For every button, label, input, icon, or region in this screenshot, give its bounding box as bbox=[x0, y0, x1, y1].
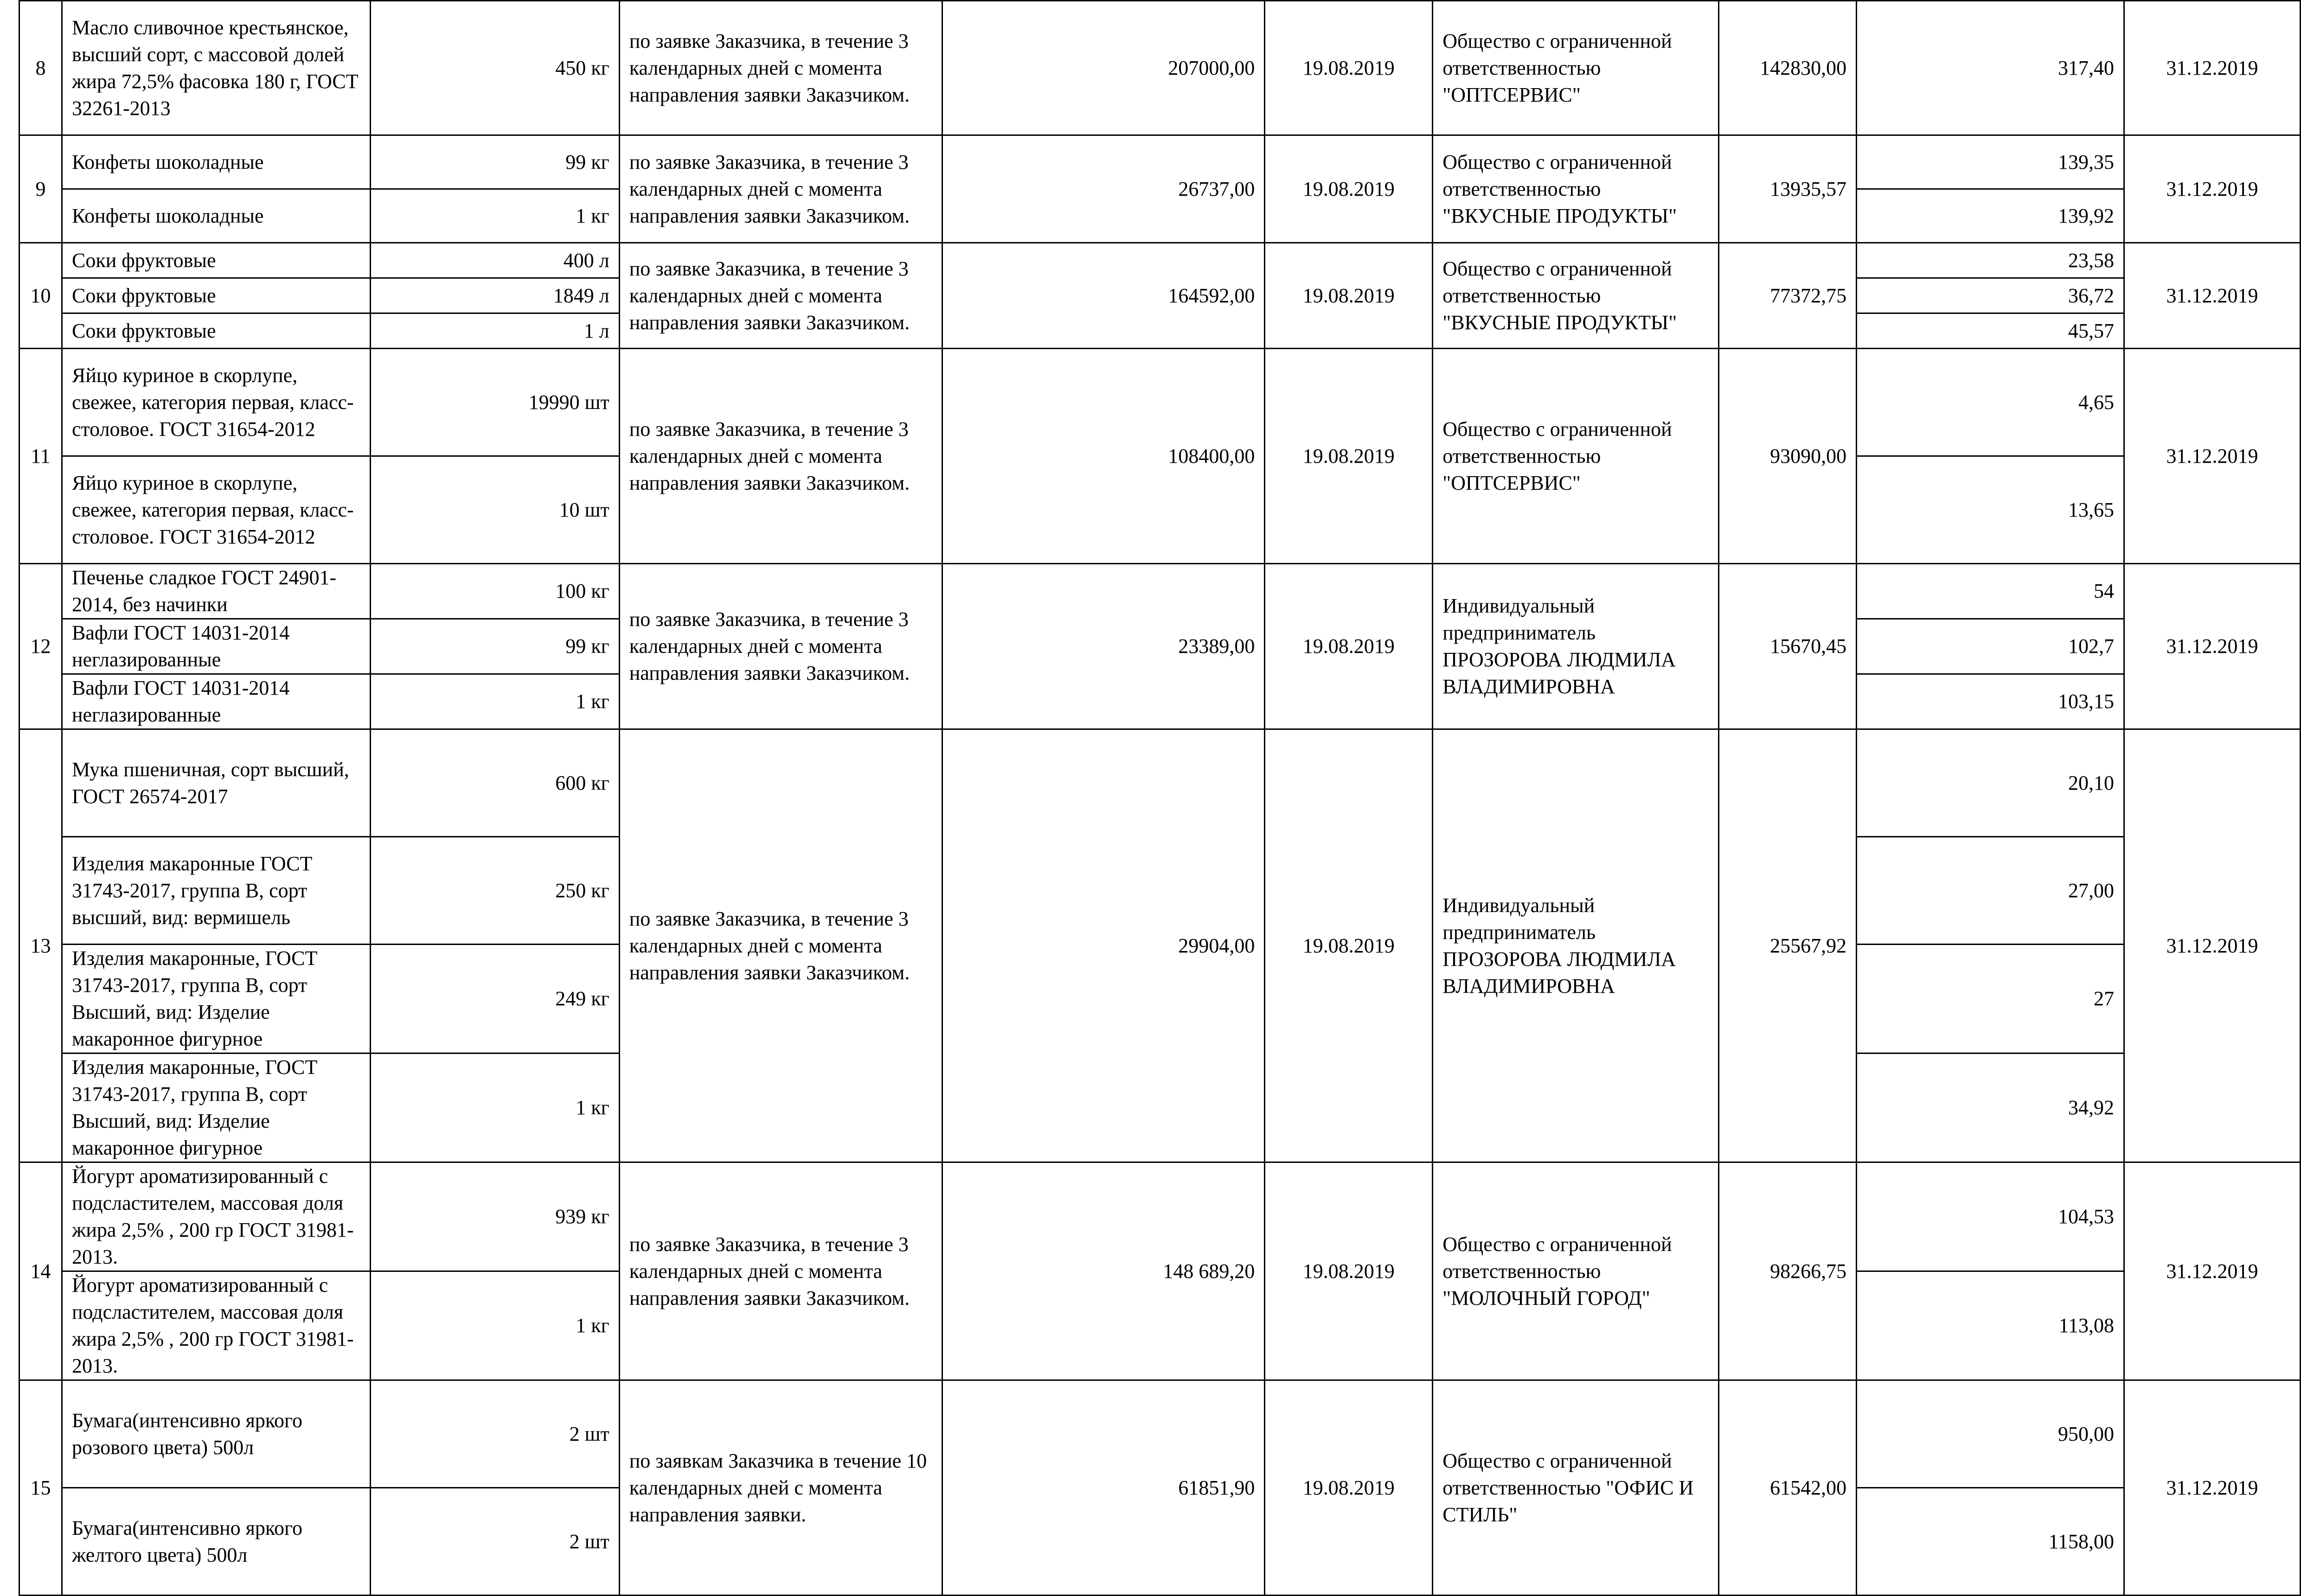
supplier-cell: Общество с ограниченной ответственностью "ВКУСНЫЕ ПРОДУКТЫ" bbox=[1433, 135, 1719, 243]
initial-price-cell: 61851,90 bbox=[942, 1380, 1265, 1596]
initial-price-cell: 108400,00 bbox=[942, 349, 1265, 564]
table-row bbox=[19, 1380, 2301, 1488]
row-number-cell: 15 bbox=[19, 1380, 62, 1596]
unit-price-cell: 104,53 bbox=[1857, 1162, 2124, 1271]
end-date-cell: 31.12.2019 bbox=[2124, 1162, 2300, 1380]
item-name-cell: Йогурт ароматизированный с подсластителем, массовая доля жира 2,5% , 200 гр ГОСТ 31981-2013. bbox=[62, 1162, 370, 1271]
table-row bbox=[19, 349, 2301, 456]
item-name-cell: Яйцо куриное в скорлупе, свежее, категория первая, класс- столовое. ГОСТ 31654-2012 bbox=[62, 349, 370, 456]
unit-price-cell: 36,72 bbox=[1857, 278, 2124, 313]
item-quantity-cell: 1 кг bbox=[370, 189, 619, 243]
contract-price-cell: 61542,00 bbox=[1719, 1380, 1857, 1596]
unit-price-cell: 103,15 bbox=[1857, 674, 2124, 729]
table-row bbox=[19, 1162, 2301, 1271]
item-name-cell: Печенье сладкое ГОСТ 24901-2014, без начинки bbox=[62, 564, 370, 619]
table-row bbox=[19, 135, 2301, 189]
delivery-term-cell: по заявке Заказчика, в течение 3 календарных дней с момента направления заявки Заказчиком. bbox=[619, 1162, 942, 1380]
unit-price-cell: 4,65 bbox=[1857, 349, 2124, 456]
table-row bbox=[19, 243, 2301, 278]
contract-price-cell: 25567,92 bbox=[1719, 729, 1857, 1162]
unit-price-cell: 950,00 bbox=[1857, 1380, 2124, 1488]
item-name-cell: Яйцо куриное в скорлупе, свежее, категория первая, класс-столовое. ГОСТ 31654-2012 bbox=[62, 456, 370, 564]
item-quantity-cell: 250 кг bbox=[370, 837, 619, 945]
end-date-cell: 31.12.2019 bbox=[2124, 564, 2300, 729]
initial-price-cell: 23389,00 bbox=[942, 564, 1265, 729]
item-name-cell: Конфеты шоколадные bbox=[62, 135, 370, 189]
item-name-cell: Мука пшеничная, сорт высший, ГОСТ 26574-2017 bbox=[62, 729, 370, 837]
initial-price-cell: 29904,00 bbox=[942, 729, 1265, 1162]
delivery-term-cell: по заявке Заказчика, в течение 3 календарных дней с момента направления заявки Заказчиком. bbox=[619, 1, 942, 135]
item-quantity-cell: 100 кг bbox=[370, 564, 619, 619]
item-quantity-cell: 10 шт bbox=[370, 456, 619, 564]
date-cell: 19.08.2019 bbox=[1265, 135, 1433, 243]
contract-price-cell: 142830,00 bbox=[1719, 1, 1857, 135]
delivery-term-cell: по заявкам Заказчика в течение 10 календарных дней с момента направления заявки. bbox=[619, 1380, 942, 1596]
date-cell: 19.08.2019 bbox=[1265, 1, 1433, 135]
unit-price-cell: 102,7 bbox=[1857, 619, 2124, 674]
item-name-cell: Бумага(интенсивно яркого желтого цвета) 500л bbox=[62, 1488, 370, 1596]
item-quantity-cell: 939 кг bbox=[370, 1162, 619, 1271]
item-name-cell: Масло сливочное крестьянское, высший сорт, с массовой долей жира 72,5% фасовка 180 г, ГОСТ 32261-2013 bbox=[62, 1, 370, 135]
table-row bbox=[19, 564, 2301, 619]
end-date-cell: 31.12.2019 bbox=[2124, 135, 2300, 243]
end-date-cell: 31.12.2019 bbox=[2124, 729, 2300, 1162]
supplier-cell: Индивидуальный предприниматель ПРОЗОРОВА ЛЮДМИЛА ВЛАДИМИРОВНА bbox=[1433, 564, 1719, 729]
unit-price-cell: 139,35 bbox=[1857, 135, 2124, 189]
item-name-cell: Изделия макаронные ГОСТ 31743-2017, группа В, сорт высший, вид: вермишель bbox=[62, 837, 370, 945]
item-quantity-cell: 249 кг bbox=[370, 945, 619, 1053]
item-name-cell: Вафли ГОСТ 14031-2014 неглазированные bbox=[62, 674, 370, 729]
delivery-term-cell: по заявке Заказчика, в течение 3 календарных дней с момента направления заявки Заказчиком. bbox=[619, 349, 942, 564]
unit-price-cell: 139,92 bbox=[1857, 189, 2124, 243]
unit-price-cell: 27,00 bbox=[1857, 837, 2124, 945]
date-cell: 19.08.2019 bbox=[1265, 349, 1433, 564]
end-date-cell: 31.12.2019 bbox=[2124, 243, 2300, 349]
unit-price-cell: 23,58 bbox=[1857, 243, 2124, 278]
item-quantity-cell: 19990 шт bbox=[370, 349, 619, 456]
initial-price-cell: 148 689,20 bbox=[942, 1162, 1265, 1380]
item-name-cell: Соки фруктовые bbox=[62, 243, 370, 278]
delivery-term-cell: по заявке Заказчика, в течение 3 календарных дней с момента направления заявки Заказчиком. bbox=[619, 135, 942, 243]
unit-price-cell: 1158,00 bbox=[1857, 1488, 2124, 1596]
procurement-table bbox=[19, 0, 2301, 1596]
item-name-cell: Изделия макаронные, ГОСТ 31743-2017, группа В, сорт Высший, вид: Изделие макаронное фигурное bbox=[62, 1053, 370, 1162]
table-body bbox=[19, 1, 2301, 1596]
item-quantity-cell: 1849 л bbox=[370, 278, 619, 313]
unit-price-cell: 113,08 bbox=[1857, 1271, 2124, 1380]
end-date-cell: 31.12.2019 bbox=[2124, 349, 2300, 564]
contract-price-cell: 98266,75 bbox=[1719, 1162, 1857, 1380]
item-name-cell: Йогурт ароматизированный с подсластителем, массовая доля жира 2,5% , 200 гр ГОСТ 31981-2013. bbox=[62, 1271, 370, 1380]
row-number-cell: 13 bbox=[19, 729, 62, 1162]
unit-price-cell: 317,40 bbox=[1857, 1, 2124, 135]
contract-price-cell: 77372,75 bbox=[1719, 243, 1857, 349]
row-number-cell: 11 bbox=[19, 349, 62, 564]
item-quantity-cell: 1 кг bbox=[370, 674, 619, 729]
delivery-term-cell: по заявке Заказчика, в течение 3 календарных дней с момента направления заявки Заказчиком. bbox=[619, 729, 942, 1162]
item-quantity-cell: 99 кг bbox=[370, 619, 619, 674]
item-name-cell: Конфеты шоколадные bbox=[62, 189, 370, 243]
item-name-cell: Вафли ГОСТ 14031-2014 неглазированные bbox=[62, 619, 370, 674]
initial-price-cell: 207000,00 bbox=[942, 1, 1265, 135]
row-number-cell: 8 bbox=[19, 1, 62, 135]
item-name-cell: Соки фруктовые bbox=[62, 278, 370, 313]
end-date-cell: 31.12.2019 bbox=[2124, 1380, 2300, 1596]
unit-price-cell: 20,10 bbox=[1857, 729, 2124, 837]
item-quantity-cell: 1 л bbox=[370, 313, 619, 349]
row-number-cell: 12 bbox=[19, 564, 62, 729]
supplier-cell: Общество с ограниченной ответственностью "ОФИС И СТИЛЬ" bbox=[1433, 1380, 1719, 1596]
item-quantity-cell: 2 шт bbox=[370, 1380, 619, 1488]
supplier-cell: Общество с ограниченной ответственностью "ОПТСЕРВИС" bbox=[1433, 349, 1719, 564]
item-name-cell: Изделия макаронные, ГОСТ 31743-2017, группа В, сорт Высший, вид: Изделие макаронное фигурное bbox=[62, 945, 370, 1053]
item-name-cell: Бумага(интенсивно яркого розового цвета) 500л bbox=[62, 1380, 370, 1488]
unit-price-cell: 54 bbox=[1857, 564, 2124, 619]
item-quantity-cell: 1 кг bbox=[370, 1271, 619, 1380]
item-quantity-cell: 600 кг bbox=[370, 729, 619, 837]
supplier-cell: Общество с ограниченной ответственностью "МОЛОЧНЫЙ ГОРОД" bbox=[1433, 1162, 1719, 1380]
initial-price-cell: 164592,00 bbox=[942, 243, 1265, 349]
contract-price-cell: 15670,45 bbox=[1719, 564, 1857, 729]
date-cell: 19.08.2019 bbox=[1265, 1162, 1433, 1380]
date-cell: 19.08.2019 bbox=[1265, 729, 1433, 1162]
item-quantity-cell: 1 кг bbox=[370, 1053, 619, 1162]
supplier-cell: Общество с ограниченной ответственностью "ОПТСЕРВИС" bbox=[1433, 1, 1719, 135]
contract-price-cell: 13935,57 bbox=[1719, 135, 1857, 243]
contract-price-cell: 93090,00 bbox=[1719, 349, 1857, 564]
item-name-cell: Соки фруктовые bbox=[62, 313, 370, 349]
table-row bbox=[19, 1, 2301, 135]
row-number-cell: 9 bbox=[19, 135, 62, 243]
unit-price-cell: 45,57 bbox=[1857, 313, 2124, 349]
unit-price-cell: 34,92 bbox=[1857, 1053, 2124, 1162]
date-cell: 19.08.2019 bbox=[1265, 564, 1433, 729]
unit-price-cell: 27 bbox=[1857, 945, 2124, 1053]
supplier-cell: Общество с ограниченной ответственностью "ВКУСНЫЕ ПРОДУКТЫ" bbox=[1433, 243, 1719, 349]
item-quantity-cell: 400 л bbox=[370, 243, 619, 278]
end-date-cell: 31.12.2019 bbox=[2124, 1, 2300, 135]
unit-price-cell: 13,65 bbox=[1857, 456, 2124, 564]
table-row bbox=[19, 729, 2301, 837]
row-number-cell: 10 bbox=[19, 243, 62, 349]
delivery-term-cell: по заявке Заказчика, в течение 3 календарных дней с момента направления заявки Заказчиком. bbox=[619, 564, 942, 729]
item-quantity-cell: 450 кг bbox=[370, 1, 619, 135]
date-cell: 19.08.2019 bbox=[1265, 243, 1433, 349]
supplier-cell: Индивидуальный предприниматель ПРОЗОРОВА ЛЮДМИЛА ВЛАДИМИРОВНА bbox=[1433, 729, 1719, 1162]
item-quantity-cell: 2 шт bbox=[370, 1488, 619, 1596]
initial-price-cell: 26737,00 bbox=[942, 135, 1265, 243]
date-cell: 19.08.2019 bbox=[1265, 1380, 1433, 1596]
delivery-term-cell: по заявке Заказчика, в течение 3 календарных дней с момента направления заявки Заказчиком. bbox=[619, 243, 942, 349]
row-number-cell: 14 bbox=[19, 1162, 62, 1380]
item-quantity-cell: 99 кг bbox=[370, 135, 619, 189]
